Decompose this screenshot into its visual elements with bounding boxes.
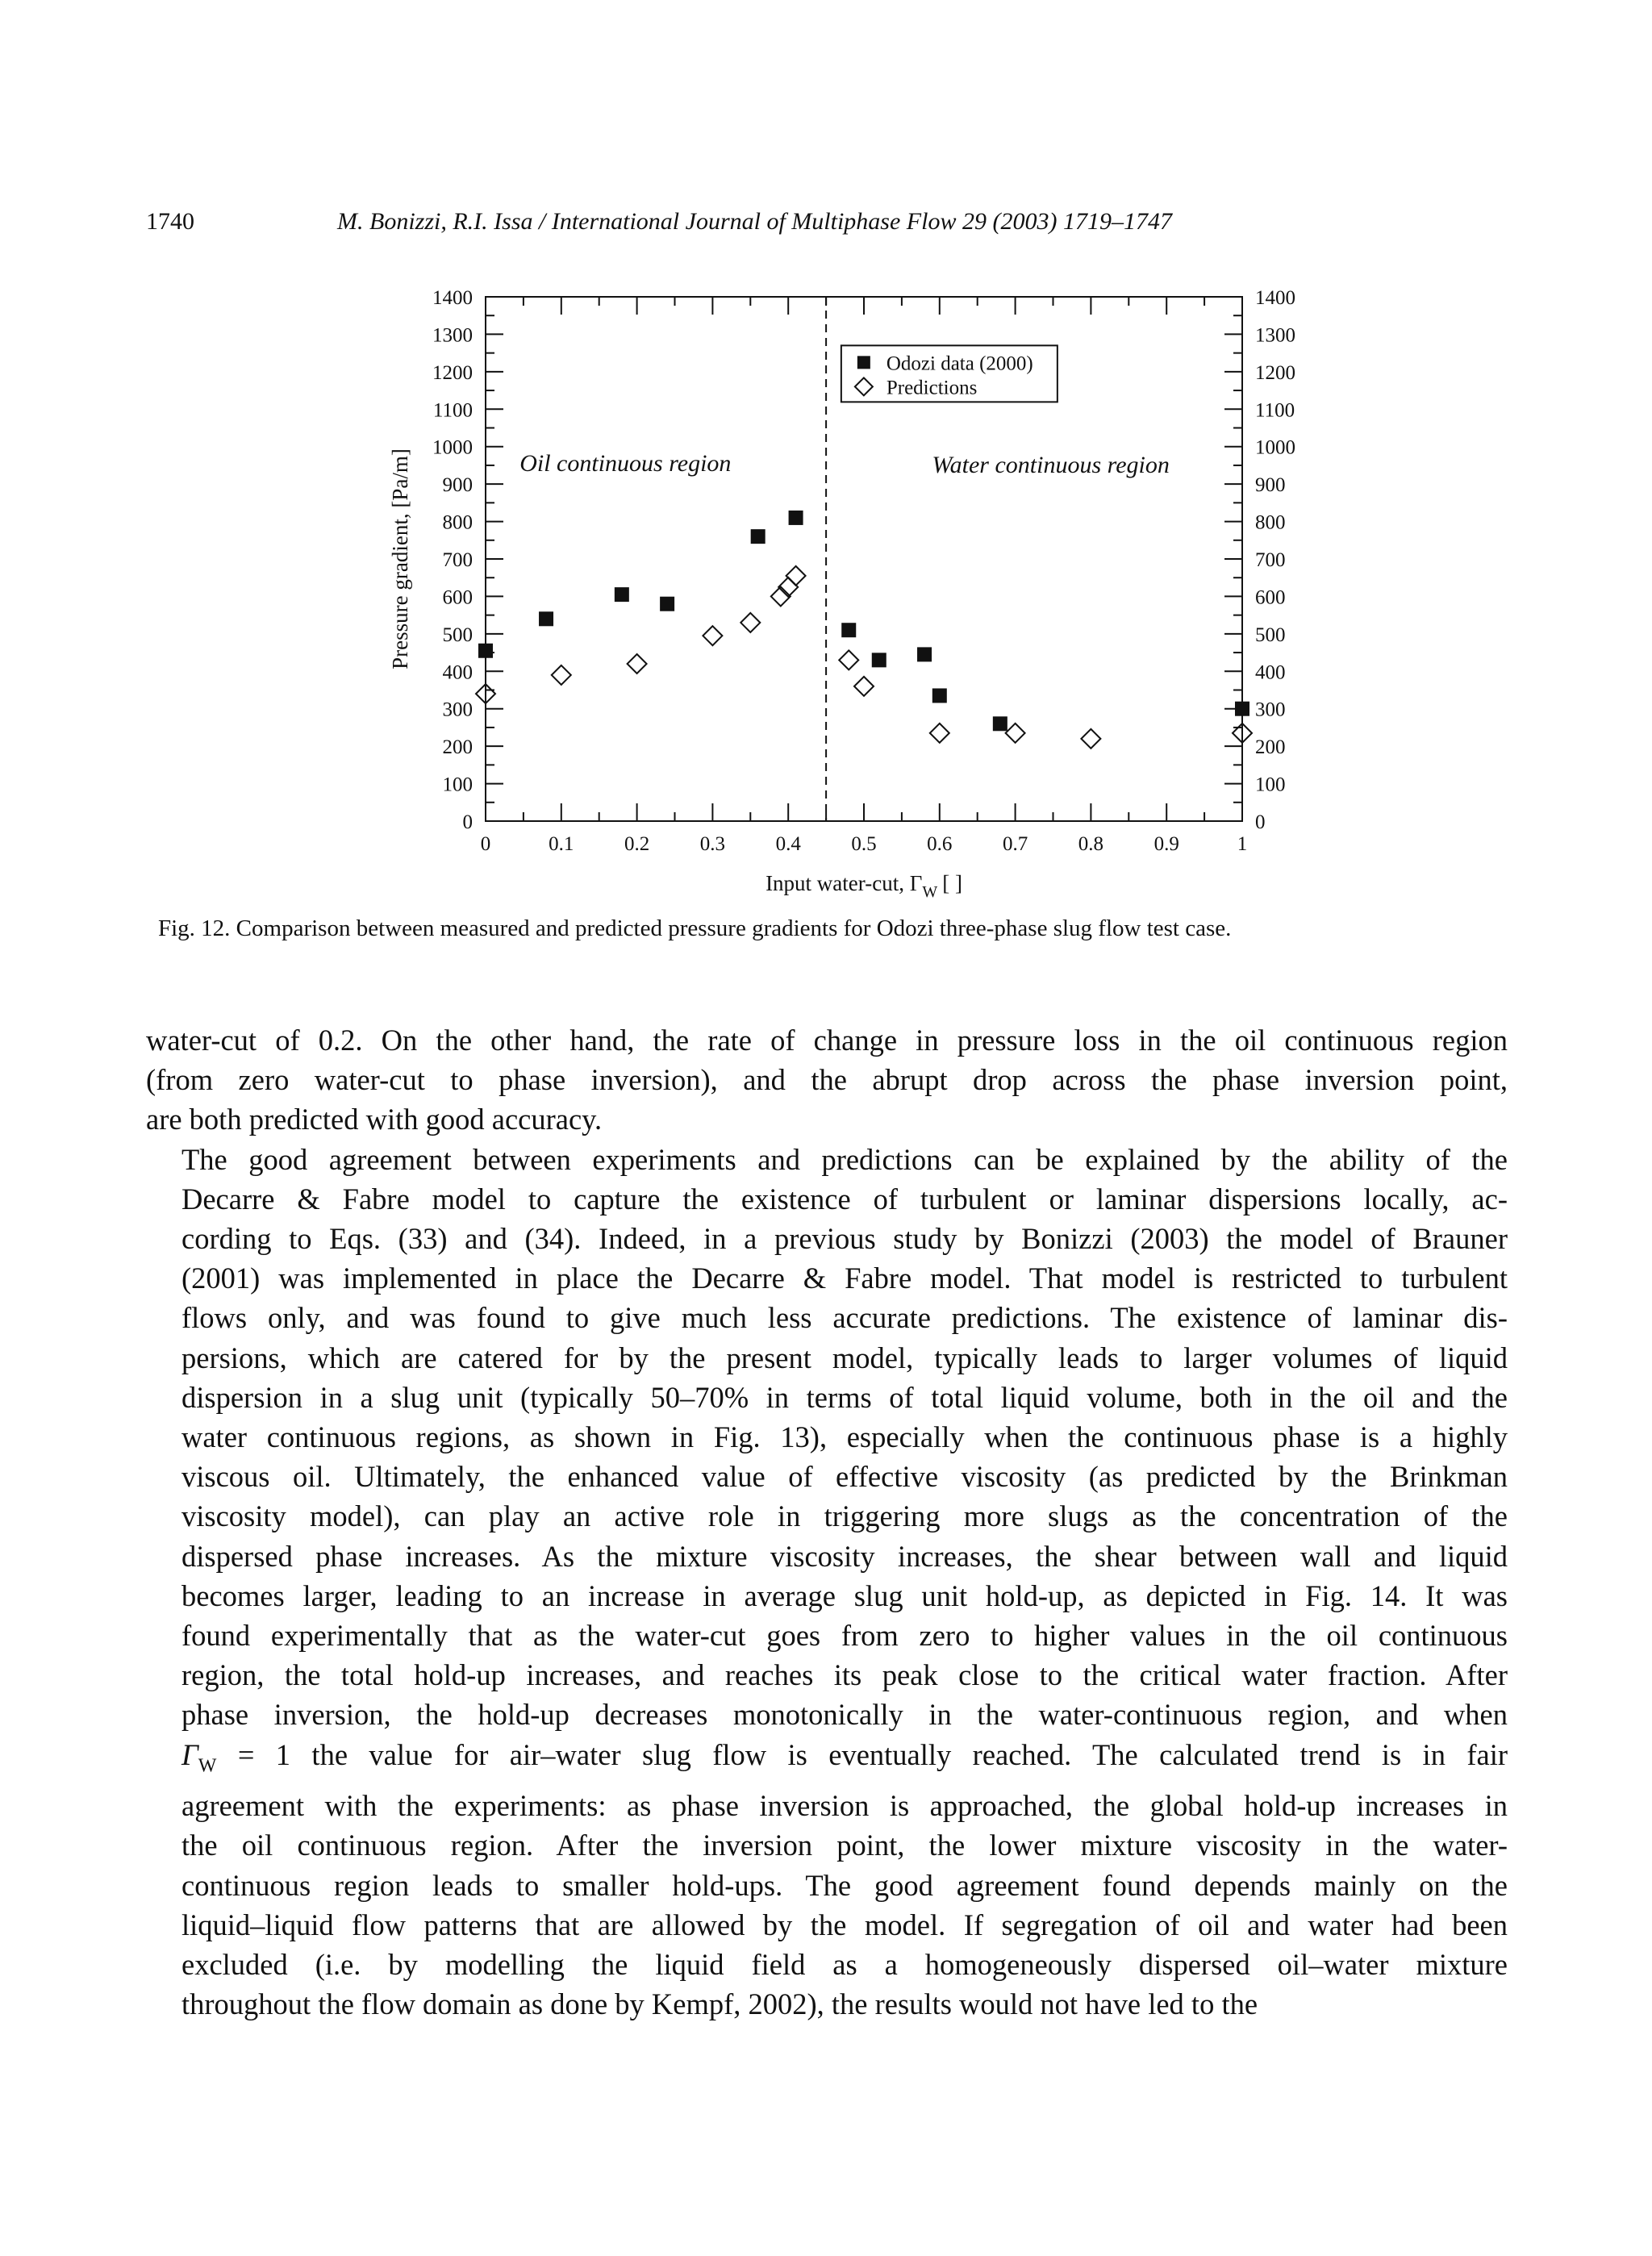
y-tick-label: 1000 <box>432 436 473 459</box>
pressure-gradient-chart <box>379 273 1323 901</box>
y-tick-label: 100 <box>442 774 473 796</box>
y-tick-label-right: 200 <box>1255 736 1286 759</box>
y-tick-label-right: 700 <box>1255 549 1286 571</box>
measured-point <box>615 587 629 602</box>
predicted-point <box>930 724 949 743</box>
text-line: are both predicted with good accuracy. <box>146 1103 603 1136</box>
y-tick-label: 1300 <box>432 324 473 347</box>
predicted-point <box>839 650 858 669</box>
y-tick-label: 1200 <box>432 361 473 384</box>
y-axis-title: Pressure gradient, [Pa/m] <box>388 448 412 669</box>
measured-point <box>932 688 947 703</box>
measured-point <box>539 611 553 626</box>
x-tick-label: 0.4 <box>775 833 801 855</box>
text-line: agreement with the experiments: as phase inversion is approached, the global hold-up increases in <box>181 1789 1508 1823</box>
body-text <box>146 1020 1508 2024</box>
legend-measured-label: Odozi data (2000) <box>886 352 1033 375</box>
page-header <box>146 208 1517 248</box>
x-axis-title <box>766 871 962 901</box>
legend <box>841 345 1058 402</box>
figure-caption: Fig. 12. Comparison between measured and predicted pressure gradients for Odozi three-phase slug flow test case. <box>158 915 1232 941</box>
x-tick-label: 0.7 <box>1002 833 1028 855</box>
text-line: dispersed phase increases. As the mixture viscosity increases, the shear between wall and liquid <box>181 1539 1508 1573</box>
y-tick-label: 800 <box>442 511 473 534</box>
text-line: (from zero water-cut to phase inversion), and the abrupt drop across the phase inversion point, <box>146 1063 1508 1097</box>
measured-point <box>993 716 1007 731</box>
legend-predicted-label: Predictions <box>886 377 978 399</box>
text-line: viscosity model), can play an active role in triggering more slugs as the concentration of the <box>181 1499 1508 1533</box>
text-line: persions, which are catered for by the present model, typically leads to larger volumes of liquid <box>181 1341 1508 1374</box>
y-tick-label-right: 800 <box>1255 511 1286 534</box>
predicted-point <box>552 665 571 685</box>
running-head: M. Bonizzi, R.I. Issa / International Journal of Multiphase Flow 29 (2003) 1719–1747 <box>337 208 1172 235</box>
paragraph-2 <box>146 1140 1508 2025</box>
predicted-point <box>1006 724 1025 743</box>
y-tick-label-right: 900 <box>1255 474 1286 497</box>
y-tick-label-right: 1100 <box>1255 399 1295 422</box>
y-tick-label: 400 <box>442 661 473 684</box>
text-line: continuous region leads to smaller hold-ups. The good agreement found depends mainly on the <box>181 1868 1508 1902</box>
y-tick-label-right: 100 <box>1255 774 1286 796</box>
text-line: viscous oil. Ultimately, the enhanced value of effective viscosity (as predicted by the Brinkman <box>181 1460 1508 1494</box>
predicted-point <box>786 566 806 586</box>
y-tick-label: 200 <box>442 736 473 759</box>
text-line: The good agreement between experiments and predictions can be explained by the ability of the <box>181 1142 1508 1176</box>
text-line: water continuous regions, as shown in Fig. 13), especially when the continuous phase is a highly <box>181 1420 1508 1454</box>
y-tick-label: 600 <box>442 586 473 609</box>
x-tick-label: 0 <box>480 833 491 855</box>
text-line: found experimentally that as the water-cut goes from zero to higher values in the oil continuous <box>181 1619 1508 1653</box>
x-tick-label: 1 <box>1237 833 1248 855</box>
predicted-point <box>854 677 874 696</box>
text-line: throughout the flow domain as done by Kempf, 2002), the results would not have led to the <box>181 1987 1258 2021</box>
predicted-point <box>628 654 647 673</box>
x-axis-title-subscript: W <box>922 883 938 901</box>
predicted-point <box>703 626 722 645</box>
text-line: liquid–liquid flow patterns that are allowed by the model. If segregation of oil and water had been <box>181 1908 1508 1941</box>
measured-point <box>841 623 856 637</box>
text-line: phase inversion, the hold-up decreases monotonically in the water-continuous region, and when <box>181 1698 1508 1732</box>
x-tick-label: 0.6 <box>927 833 953 855</box>
text-line: the oil continuous region. After the inversion point, the lower mixture viscosity in the water- <box>181 1829 1508 1862</box>
y-tick-label-right: 1300 <box>1255 324 1295 347</box>
x-tick-label: 0.8 <box>1078 833 1104 855</box>
predicted-point <box>740 613 760 632</box>
text-line: dispersion in a slug unit (typically 50–70% in terms of total liquid volume, both in the oil and the <box>181 1380 1508 1414</box>
y-tick-label-right: 500 <box>1255 623 1286 646</box>
y-tick-label: 1100 <box>432 399 473 422</box>
page-number: 1740 <box>146 208 194 235</box>
paragraph-1 <box>146 1020 1508 1140</box>
measured-point <box>478 644 493 658</box>
measured-point <box>1235 702 1249 716</box>
measured-point <box>789 511 803 525</box>
x-tick-label: 0.9 <box>1153 833 1179 855</box>
text-line: region, the total hold-up increases, and reaches its peak close to the critical water fraction. After <box>181 1658 1508 1692</box>
text-line: becomes larger, leading to an increase in average slug unit hold-up, as depicted in Fig. 14. It was <box>181 1578 1508 1612</box>
x-tick-label: 0.2 <box>624 833 650 855</box>
y-tick-label-right: 600 <box>1255 586 1286 609</box>
text-line: Decarre & Fabre model to capture the existence of turbulent or laminar dispersions locally, ac- <box>181 1182 1508 1216</box>
measured-point <box>872 653 886 667</box>
y-tick-label-right: 400 <box>1255 661 1286 684</box>
y-tick-label: 700 <box>442 549 473 571</box>
y-tick-label-right: 1000 <box>1255 436 1295 459</box>
figure-12 <box>379 273 1323 901</box>
text-line: (2001) was implemented in place the Decarre & Fabre model. That model is restricted to turbulent <box>181 1261 1508 1295</box>
water-region-label: Water continuous region <box>932 452 1170 479</box>
x-tick-label: 0.5 <box>851 833 877 855</box>
measured-point <box>751 529 766 544</box>
x-axis-title-unit: [ ] <box>942 871 962 895</box>
y-tick-label: 1400 <box>432 287 473 309</box>
oil-region-label: Oil continuous region <box>519 449 732 477</box>
y-tick-label-right: 1200 <box>1255 361 1295 384</box>
measured-point <box>660 597 674 611</box>
text-line: excluded (i.e. by modelling the liquid field as a homogeneously dispersed oil–water mixture <box>181 1947 1508 1981</box>
x-axis-title-text: Input water-cut, Γ <box>766 871 923 895</box>
x-tick-label: 0.3 <box>699 833 726 855</box>
measured-point <box>917 647 932 661</box>
x-tick-label: 0.1 <box>549 833 574 855</box>
y-tick-label: 300 <box>442 698 473 721</box>
text-line: cording to Eqs. (33) and (34). Indeed, in a previous study by Bonizzi (2003) the model of Brauner <box>181 1222 1508 1256</box>
y-tick-label-right: 300 <box>1255 698 1286 721</box>
y-tick-label-right: 1400 <box>1255 287 1295 309</box>
y-tick-label: 900 <box>442 474 473 497</box>
legend-filled-square-icon <box>857 356 870 369</box>
y-tick-label-right: 0 <box>1255 811 1266 833</box>
text-line: $\Gamma_W = 1$ the value for air–water slug flow is eventually reached. The calculated trend is in fair <box>181 1737 1508 1776</box>
predicted-point <box>1081 729 1100 749</box>
text-line: water-cut of 0.2. On the other hand, the rate of change in pressure loss in the oil continuous region <box>146 1024 1508 1057</box>
data-points <box>476 511 1252 749</box>
y-tick-label: 0 <box>462 811 473 833</box>
y-tick-label: 500 <box>442 623 473 646</box>
text-line: flows only, and was found to give much less accurate predictions. The existence of laminar dis- <box>181 1301 1508 1335</box>
